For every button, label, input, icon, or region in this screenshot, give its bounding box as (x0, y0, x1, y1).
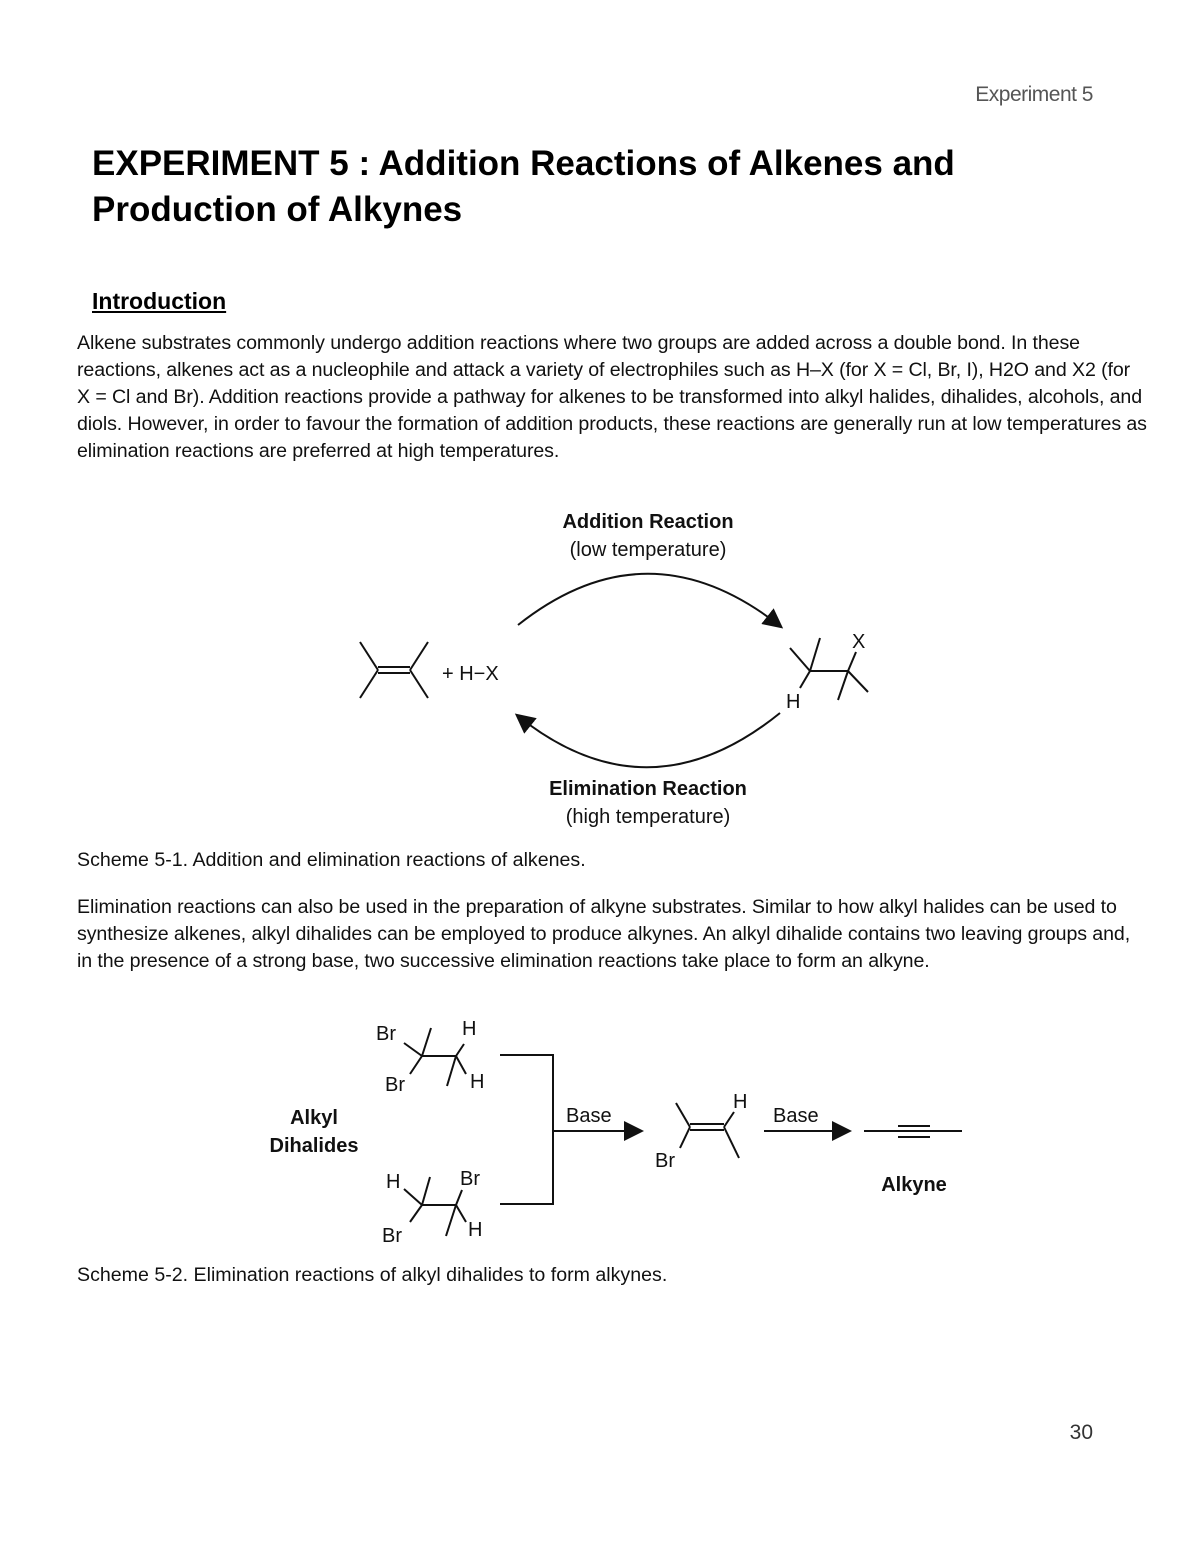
page-title: EXPERIMENT 5 : Addition Reactions of Alkenes and Production of Alkynes (92, 144, 955, 229)
running-header: Experiment 5 (975, 83, 1093, 106)
mol2-h-top: H (386, 1171, 401, 1193)
page-number: 30 (1069, 1421, 1093, 1444)
mol1-br-bottom: Br (385, 1074, 405, 1096)
convergence-bracket (500, 1055, 553, 1204)
alkyne-label: Alkyne (881, 1174, 947, 1196)
scheme-1-caption: Scheme 5-1. Addition and elimination reactions of alkenes. (77, 849, 586, 871)
product-h-label: H (786, 691, 801, 713)
mol2-br-bottom: Br (382, 1225, 402, 1247)
product-x-label: X (852, 631, 866, 653)
introduction-paragraph: Alkene substrates commonly undergo addition reactions where two groups are added across a double bond. In these reactions, alkenes act as a nucleophile and attack a variety of electrophiles such as H–X (for X = Cl, Br, I), H2O and X2 (for X = Cl and Br). Addition reactions provide a pathway for alkenes to be transformed into alkyl halides, dihalides, alcohols, and diols. However, in order to favour the formation of addition products, these reactions are generally run at low temperatures as elimination reactions are preferred at high temperatures. (77, 332, 1147, 462)
mol1-h-bottom: H (470, 1071, 485, 1093)
addition-reaction-label: Addition Reaction (562, 511, 734, 533)
hx-reagent-label: + H−X (442, 663, 499, 685)
mol2-h-bottom: H (468, 1219, 483, 1241)
scheme-2-caption: Scheme 5-2. Elimination reactions of alkyl dihalides to form alkynes. (77, 1264, 668, 1286)
vinyl-bromide-structure (676, 1103, 739, 1158)
alkene-br-label: Br (655, 1150, 675, 1172)
mol1-br-top: Br (376, 1023, 396, 1045)
mol1-h-top: H (462, 1018, 477, 1040)
alkyl-dihalides-label-line1: Alkyl (290, 1107, 338, 1129)
elimination-reaction-label: Elimination Reaction (549, 778, 747, 800)
alkene-h-label: H (733, 1091, 748, 1113)
alkyl-dihalides-label-line2: Dihalides (269, 1135, 359, 1157)
introduction-heading: Introduction (92, 288, 227, 314)
elimination-paragraph: Elimination reactions can also be used in the preparation of alkyne substrates. Similar to how alkyl halides can be used to synthesize alkenes, alkyl dihalides can be employed to produce alkynes. An alkyl dihalide contains two leaving groups and, in the presence of a strong base, two successive elimination reactions take place to form an alkyne. (77, 896, 1131, 972)
geminal-dihalide-structure (404, 1028, 466, 1086)
mol2-br-top: Br (460, 1168, 480, 1190)
base-label-2: Base (773, 1105, 819, 1127)
addition-condition-label: (low temperature) (569, 539, 727, 561)
vicinal-dihalide-structure (404, 1177, 466, 1236)
base-label-1: Base (566, 1105, 612, 1127)
alkyne-structure (864, 1126, 962, 1137)
elimination-condition-label: (high temperature) (565, 806, 731, 828)
